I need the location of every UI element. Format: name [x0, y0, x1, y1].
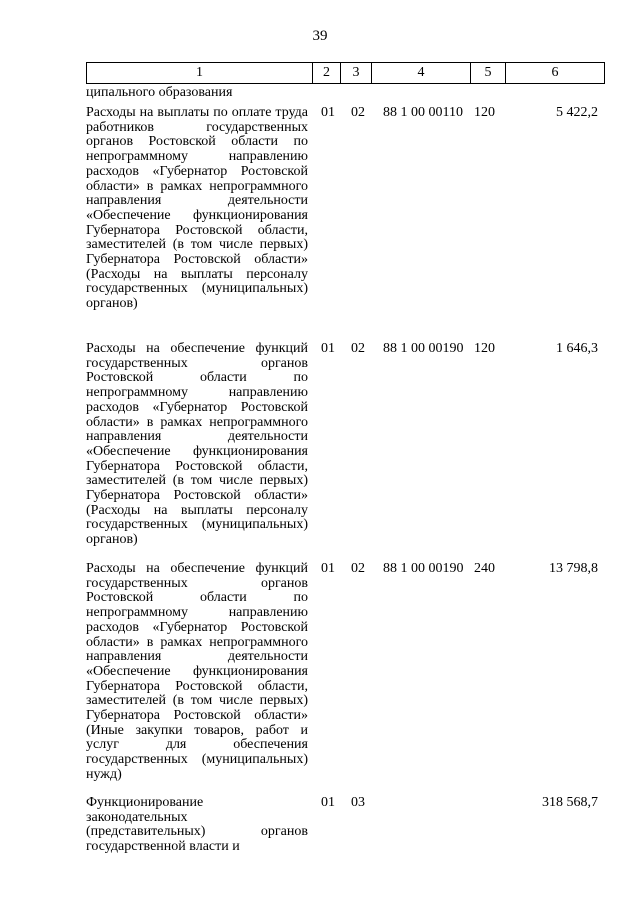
row-target-article: 88 1 00 00110	[383, 105, 463, 120]
row-section: 01	[321, 105, 335, 120]
column-header-2: 2	[313, 63, 341, 84]
row-target-article: 88 1 00 00190	[383, 561, 464, 576]
row-expense-type: 120	[474, 341, 495, 356]
column-header-4: 4	[372, 63, 471, 84]
row-subsection: 02	[351, 561, 365, 576]
row-amount: 5 422,2	[556, 105, 598, 120]
row-description: Расходы на выплаты по оплате труда работников государственных органов Ростовской области по непрограммному направлению расходов «Губернатор Ростовской области» в рамках непрограммного направления деятельности «Обеспечение функционирования Губернатора Ростовской области, заместителей (в том числе первых) Губернатора Ростовской области» (Расходы на выплаты персоналу государственных (муниципальных) органов)	[86, 105, 308, 312]
column-header-3: 3	[341, 63, 372, 84]
row-section: 01	[321, 561, 335, 576]
row-description: Расходы на обеспечение функций государственных органов Ростовской области по непрограммному направлению расходов «Губернатор Ростовской области» в рамках непрограммного направления деятельности «Обеспечение функционирования Губернатора Ростовской области, заместителей (в том числе первых) Губернатора Ростовской области» (Иные закупки товаров, работ и услуг для обеспечения государственных (муниципальных) нужд)	[86, 561, 308, 782]
row-description: Функционирование законодательных (представительных) органов государственной власти и	[86, 795, 308, 855]
row-section: 01	[321, 341, 335, 356]
page-number: 39	[312, 28, 328, 44]
row-subsection: 02	[351, 105, 365, 120]
row-amount: 1 646,3	[556, 341, 598, 356]
row-amount: 318 568,7	[542, 795, 598, 810]
row-description: Расходы на обеспечение функций государственных органов Ростовской области по непрограммному направлению расходов «Губернатор Ростовской области» в рамках непрограммного направления деятельности «Обеспечение функционирования Губернатора Ростовской области, заместителей (в том числе первых) Губернатора Ростовской области» (Расходы на выплаты персоналу государственных (муниципальных) органов)	[86, 341, 308, 548]
column-header-5: 5	[471, 63, 506, 84]
row-section: 01	[321, 795, 335, 810]
continuation-line: ципального образования	[86, 85, 233, 100]
row-expense-type: 120	[474, 105, 495, 120]
column-header-1: 1	[87, 63, 313, 84]
column-header-6: 6	[506, 63, 605, 84]
column-header-table	[86, 62, 605, 84]
row-subsection: 02	[351, 341, 365, 356]
row-amount: 13 798,8	[549, 561, 598, 576]
row-subsection: 03	[351, 795, 365, 810]
row-expense-type: 240	[474, 561, 495, 576]
row-target-article: 88 1 00 00190	[383, 341, 464, 356]
